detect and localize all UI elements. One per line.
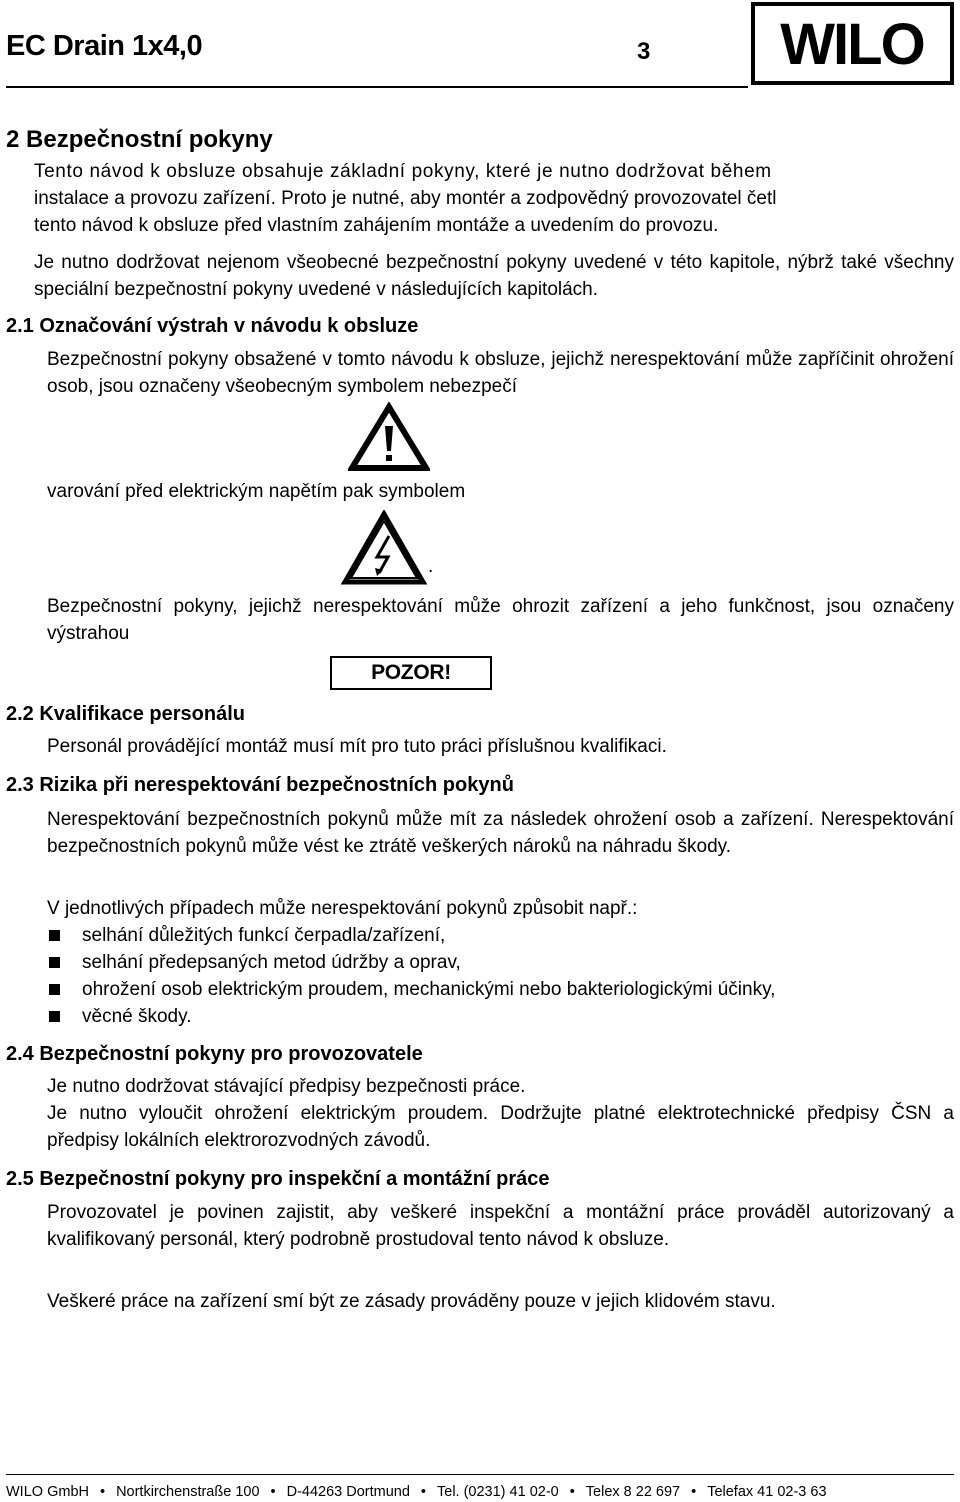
intro-paragraph-2: Je nutno dodržovat nejenom všeobecné bezpečnostní pokyny uvedené v této kapitole, nýbrž také všechny speciální bezpečnostní pokyny uvedené v následujících kapitolách. bbox=[34, 252, 954, 301]
electric-voltage-warning-icon bbox=[341, 510, 427, 586]
section-2-4-heading: 2.4 Bezpečnostní pokyny pro provozovatele bbox=[6, 1043, 423, 1065]
intro-line-2: instalace a provozu zařízení. Proto je nutné, aby montér a zodpovědný provozovatel četl bbox=[34, 188, 777, 209]
section-2-4-paragraph: Je nutno vyloučit ohrožení elektrickým proudem. Dodržujte platné elektrotechnické předpisy ČSN a předpisy lokálních elektrorozvodných závodů. bbox=[47, 1103, 954, 1152]
footer-city: D-44263 Dortmund bbox=[286, 1484, 410, 1500]
section-2-1-heading: 2.1 Označování výstrah v návodu k obsluze bbox=[6, 315, 419, 337]
section-2-3-heading: 2.3 Rizika při nerespektování bezpečnostních pokynů bbox=[6, 774, 514, 796]
footer-company: WILO GmbH bbox=[6, 1484, 89, 1500]
list-item: věcné škody. bbox=[47, 1003, 775, 1030]
section-2-5-paragraph: Provozovatel je povinen zajistit, aby veškeré inspekční a montážní práce prováděl autorizovaný a kvalifikovaný personál, který podrobně prostudoval tento návod k obsluze. bbox=[47, 1202, 954, 1251]
pozor-warning-label: POZOR! bbox=[330, 656, 492, 690]
section-2-5-heading: 2.5 Bezpečnostní pokyny pro inspekční a montážní práce bbox=[6, 1168, 550, 1190]
footer-street: Nortkirchenstraße 100 bbox=[116, 1484, 260, 1500]
section-2-1-paragraph: Bezpečnostní pokyny obsažené v tomto návodu k obsluze, jejichž nerespektování může zapříčinit ohrožení osob, jsou označeny všeobecným symbolem nebezpečí bbox=[47, 349, 954, 398]
page-number: 3 bbox=[637, 38, 651, 65]
section-2-2-text: Personál provádějící montáž musí mít pro tuto práci příslušnou kvalifikaci. bbox=[47, 736, 667, 757]
consequences-list bbox=[47, 922, 775, 1030]
footer-separator: • bbox=[569, 1484, 575, 1500]
list-item: selhání předepsaných metod údržby a oprav, bbox=[47, 949, 775, 976]
footer-separator: • bbox=[420, 1484, 426, 1500]
wilo-logo bbox=[751, 2, 954, 85]
section-2-1-paragraph-2: Bezpečnostní pokyny, jejichž nerespektování může ohrozit zařízení a jeho funkčnost, jsou označeny výstrahou bbox=[47, 596, 954, 645]
header-divider bbox=[6, 86, 748, 88]
section-2-heading: 2 Bezpečnostní pokyny bbox=[6, 126, 273, 153]
intro-line-3: tento návod k obsluze před vlastním zahájením montáže a uvedením do provozu. bbox=[34, 215, 719, 236]
symbol-period: . bbox=[428, 556, 434, 577]
section-2-5-line-2: Veškeré práce na zařízení smí být ze zásady prováděny pouze v jejich klidovém stavu. bbox=[47, 1291, 776, 1312]
voltage-warning-text: varování před elektrickým napětím pak symbolem bbox=[47, 481, 466, 502]
list-item: ohrožení osob elektrickým proudem, mechanickými nebo bakteriologickými účinky, bbox=[47, 976, 775, 1003]
footer-divider bbox=[6, 1474, 954, 1475]
footer-separator: • bbox=[270, 1484, 276, 1500]
footer-tel: Tel. (0231) 41 02-0 bbox=[437, 1484, 559, 1500]
footer-address bbox=[6, 1484, 827, 1500]
svg-text:WILO: WILO bbox=[780, 14, 924, 73]
intro-line-1: Tento návod k obsluze obsahuje základní pokyny, které je nutno dodržovat během bbox=[34, 161, 772, 182]
section-2-4-line-1: Je nutno dodržovat stávající předpisy bezpečnosti práce. bbox=[47, 1076, 526, 1097]
list-item: selhání důležitých funkcí čerpadla/zařízení, bbox=[47, 922, 775, 949]
footer-separator: • bbox=[691, 1484, 697, 1500]
section-2-2-heading: 2.2 Kvalifikace personálu bbox=[6, 703, 246, 725]
section-2-3-list-intro: V jednotlivých případech může nerespektování pokynů způsobit např.: bbox=[47, 898, 638, 919]
general-danger-icon bbox=[348, 402, 430, 472]
footer-telex: Telex 8 22 697 bbox=[585, 1484, 681, 1500]
section-2-3-paragraph: Nerespektování bezpečnostních pokynů může mít za následek ohrožení osob a zařízení. Nerespektování bezpečnostních pokynů může vést ke ztrátě veškerých nároků na náhradu škody. bbox=[47, 809, 954, 858]
footer-separator: • bbox=[99, 1484, 106, 1500]
document-title: EC Drain 1x4,0 bbox=[6, 30, 203, 62]
footer-fax: Telefax 41 02-3 63 bbox=[707, 1484, 827, 1500]
wilo-logo-mark bbox=[760, 15, 945, 73]
